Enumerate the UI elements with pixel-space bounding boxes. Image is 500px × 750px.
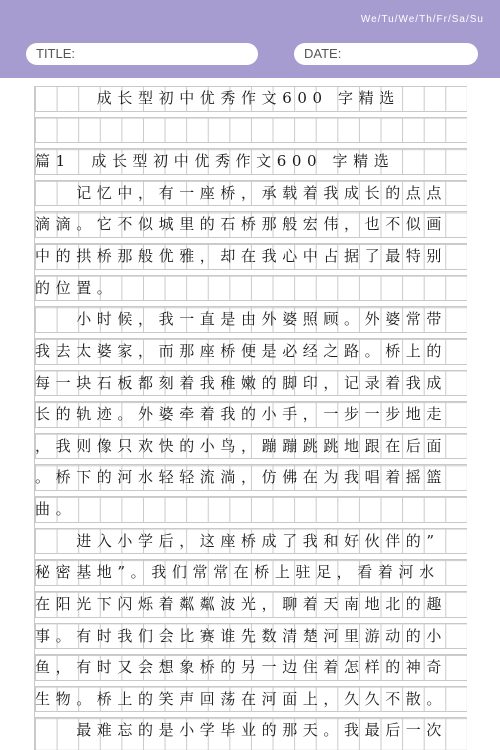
paper-line: 篇1 成长型初中优秀作文600 字精选 bbox=[35, 152, 395, 171]
grid-paper bbox=[34, 86, 467, 750]
paper-line: 进入小学后，这座桥成了我和好伙伴的” bbox=[35, 531, 440, 550]
row-gap bbox=[35, 364, 467, 371]
paper-line: 秘密基地”。我们常常在桥上驻足，看着河水 bbox=[35, 563, 440, 582]
paper-line: 记忆中，有一座桥，承载着我成长的点点 bbox=[35, 183, 448, 202]
paper-line: 成长型初中优秀作文600 字精选 bbox=[35, 89, 400, 107]
paper-line bbox=[35, 118, 467, 143]
paper-line: 最难忘的是小学毕业的那天。我最后一次 bbox=[35, 721, 448, 740]
paper-line: 中的拱桥那般优雅，却在我心中占据了最特别 bbox=[35, 247, 448, 266]
row-gap bbox=[35, 458, 467, 465]
paper-line: ，我则像只欢快的小鸟，蹦蹦跳跳地跟在后面 bbox=[35, 436, 448, 455]
paper-line: 鱼，有时又会想象桥的另一边住着怎样的神奇 bbox=[35, 658, 448, 677]
paper-line: 滴滴。它不似城里的石桥那般宏伟，也不似画 bbox=[35, 215, 448, 234]
paper-line: 在阳光下闪烁着粼粼波光，聊着天南地北的趣 bbox=[35, 594, 448, 613]
row-gap bbox=[35, 237, 467, 244]
paper-line: 小时候，我一直是由外婆照顾。外婆常带 bbox=[35, 310, 448, 329]
row-gap bbox=[35, 300, 467, 307]
paper-line: 我去太婆家，而那座桥便是必经之路。桥上的 bbox=[35, 341, 448, 360]
paper-line: 的位置。 bbox=[35, 278, 118, 297]
paper-line: 每一块石板都刻着我稚嫩的脚印，记录着我成 bbox=[35, 373, 448, 392]
row-gap bbox=[35, 711, 467, 718]
row-gap bbox=[35, 332, 467, 339]
paper-line: 曲。 bbox=[35, 500, 77, 519]
header-band bbox=[0, 0, 500, 78]
row-gap bbox=[35, 553, 467, 560]
paper-line: 长的轨迹。外婆牵着我的小手，一步一步地走 bbox=[35, 405, 448, 424]
row-gap bbox=[35, 427, 467, 434]
paper-line: 。桥下的河水轻轻流淌，仿佛在为我唱着摇篮 bbox=[35, 468, 448, 487]
row-gap bbox=[35, 174, 467, 181]
row-gap bbox=[35, 617, 467, 624]
title-field[interactable]: TITLE: bbox=[26, 43, 258, 65]
paper-line: 生物。桥上的笑声回荡在河面上，久久不散。 bbox=[35, 689, 448, 708]
row-gap bbox=[35, 680, 467, 687]
row-gap bbox=[35, 648, 467, 655]
date-field[interactable]: DATE: bbox=[294, 43, 478, 65]
row-gap bbox=[35, 111, 467, 118]
row-gap bbox=[35, 269, 467, 276]
row-gap bbox=[35, 395, 467, 402]
row-gap bbox=[35, 142, 467, 149]
row-gap bbox=[35, 490, 467, 497]
row-gap bbox=[35, 205, 467, 212]
row-gap bbox=[35, 522, 467, 529]
paper-line: 事。有时我们会比赛谁先数清楚河里游动的小 bbox=[35, 626, 448, 645]
weekday-selector[interactable]: We/Tu/We/Th/Fr/Sa/Su bbox=[360, 14, 484, 25]
row-gap bbox=[35, 585, 467, 592]
